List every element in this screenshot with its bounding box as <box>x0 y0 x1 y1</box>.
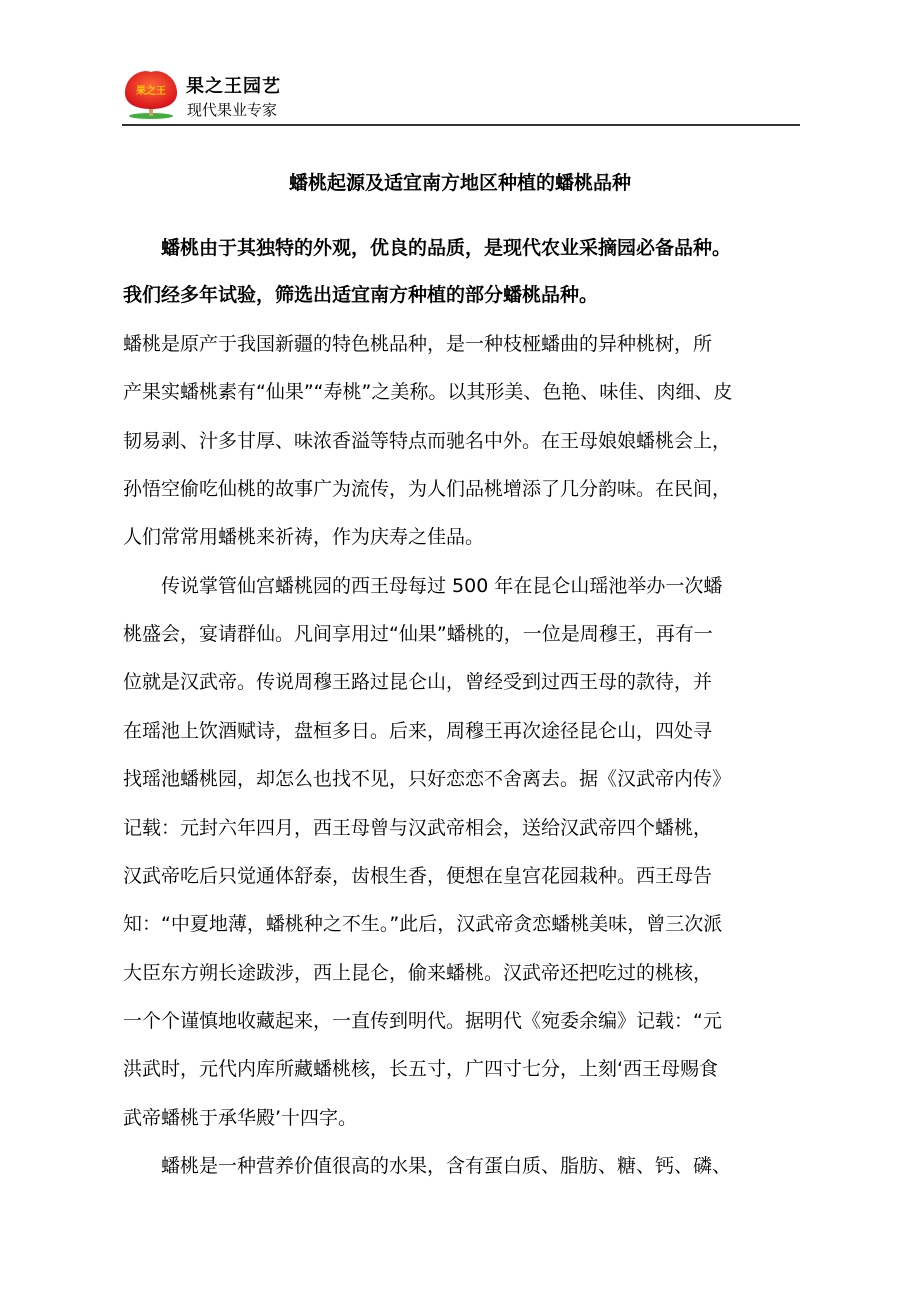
body-line: 知：“中夏地薄，蟠桃种之不生。”此后，汉武帝贪恋蟠桃美味，曾三次派 <box>123 913 723 936</box>
body-line: 孙悟空偷吃仙桃的故事广为流传，为人们品桃增添了几分韵味。在民间， <box>123 478 732 501</box>
brand-name: 果之王园艺 <box>186 76 281 97</box>
brand-logo <box>122 68 180 120</box>
header-divider <box>122 124 800 126</box>
body-line: 传说掌管仙宫蟠桃园的西王母每过 500 年在昆仑山瑶池举办一次蟠 <box>123 574 723 597</box>
body-line: 产果实蟠桃素有“仙果”“寿桃”之美称。以其形美、色艳、味佳、肉细、皮 <box>123 381 733 404</box>
body-line: 蟠桃是一种营养价值很高的水果，含有蛋白质、脂肪、糖、钙、磷、 <box>123 1154 732 1177</box>
document-title: 蟠桃起源及适宜南方地区种植的蟠桃品种 <box>288 172 631 194</box>
body-line: 洪武时，元代内库所藏蟠桃核，长五寸，广四寸七分，上刻‘西王母赐食 <box>123 1058 719 1081</box>
intro-line: 蟠桃由于其独特的外观，优良的品质，是现代农业采摘园必备品种。 <box>123 237 732 259</box>
body-line: 位就是汉武帝。传说周穆王路过昆仑山，曾经受到过西王母的款待，并 <box>123 671 713 694</box>
body-line: 一个个谨慎地收藏起来，一直传到明代。据明代《宛委余编》记载：“元 <box>123 1009 722 1032</box>
body-line: 韧易剥、汁多甘厚、味浓香溢等特点而驰名中外。在王母娘娘蟠桃会上， <box>123 429 732 452</box>
body-line: 汉武帝吃后只觉通体舒泰，齿根生香，便想在皇宫花园栽种。西王母告 <box>123 864 713 887</box>
body-line: 蟠桃是原产于我国新疆的特色桃品种，是一种枝桠蟠曲的异种桃树，所 <box>123 333 713 355</box>
body-line: 桃盛会，宴请群仙。凡间享用过“仙果”蟠桃的，一位是周穆王，再有一 <box>123 623 713 646</box>
body-line: 找瑶池蟠桃园，却怎么也找不见，只好恋恋不舍离去。据《汉武帝内传》 <box>123 768 732 791</box>
body-line: 大臣东方朔长途跋涉，西上昆仑，偷来蟠桃。汉武帝还把吃过的桃核， <box>123 961 713 984</box>
svg-text:果之王: 果之王 <box>136 86 166 97</box>
body-line: 人们常常用蟠桃来祈祷，作为庆寿之佳品。 <box>123 526 485 549</box>
intro-line: 我们经多年试验，筛选出适宜南方种植的部分蟠桃品种。 <box>123 284 599 306</box>
body-line: 记载：元封六年四月，西王母曾与汉武帝相会，送给汉武帝四个蟠桃， <box>123 816 713 839</box>
body-line: 武帝蟠桃于承华殿’十四字。 <box>123 1106 358 1129</box>
body-line: 在瑶池上饮酒赋诗，盘桓多日。后来，周穆王再次途径昆仑山，四处寻 <box>123 719 713 742</box>
brand-slogan: 现代果业专家 <box>187 101 278 119</box>
